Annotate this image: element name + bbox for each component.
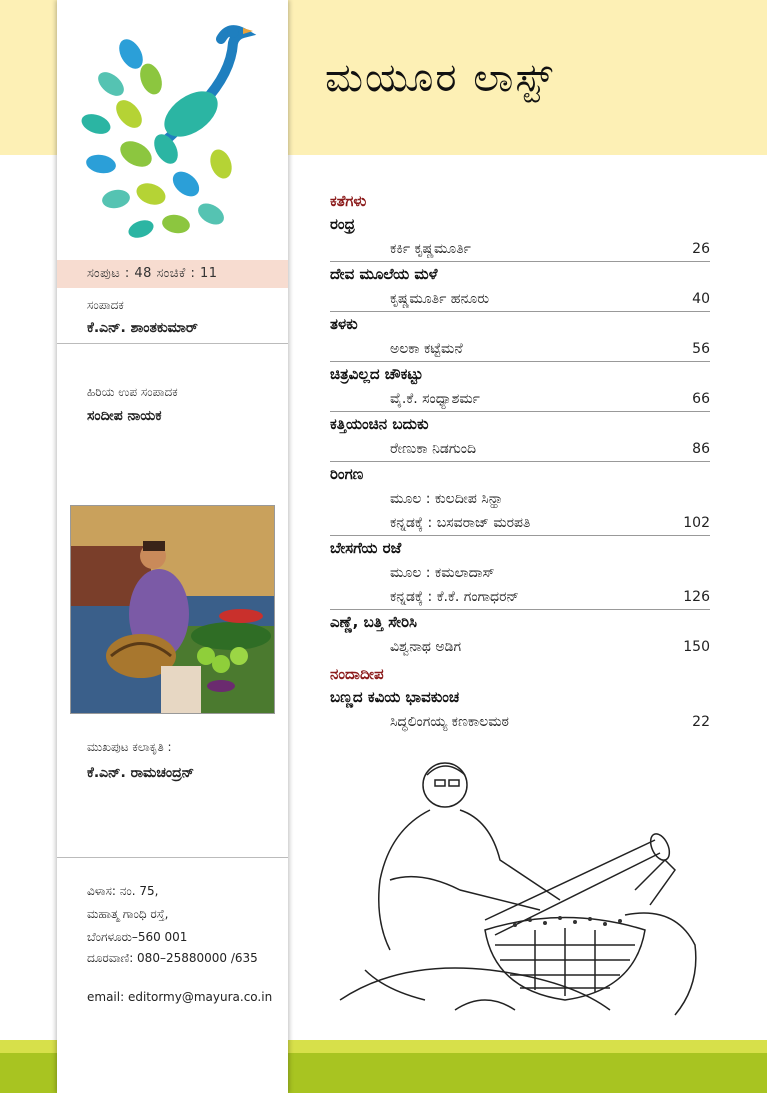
address-line: ಮಹಾತ್ಮ ಗಾಂಧಿ ರಸ್ತೆ, (87, 907, 169, 921)
toc-entry[interactable] (330, 511, 710, 536)
section-heading-stories: ಕತೆಗಳು (330, 192, 367, 210)
toc-entry[interactable] (330, 487, 710, 511)
page-number: 102 (683, 515, 710, 531)
toc-entry[interactable] (330, 237, 710, 262)
author-name: ವೈ.ಕೆ. ಸಂಧ್ಯಾಶರ್ಮ (390, 391, 480, 407)
cover-artist-name: ಕೆ.ಎನ್. ರಾಮಚಂದ್ರನ್ (87, 765, 195, 781)
page-number: 126 (683, 589, 710, 605)
phone-line: ದೂರವಾಣಿ: 080–25880000 /635 (87, 951, 258, 965)
author-name: ಕೃಷ್ಣಮೂರ್ತಿ ಹನೂರು (390, 291, 490, 307)
email-line[interactable]: email: editormy@mayura.co.in (87, 990, 273, 1004)
toc-entry[interactable] (330, 585, 710, 610)
story-title[interactable]: ತಳಕು (330, 315, 358, 333)
story-title[interactable]: ಎಣ್ಣೆ, ಬತ್ತಿ ಸೇರಿಸಿ (330, 613, 417, 631)
author-name: ರೇಣುಕಾ ನಿಡಗುಂದಿ (390, 441, 477, 457)
section-heading-nandadeepa: ನಂದಾದೀಪ (330, 665, 384, 683)
original-author: ಮೂಲ : ಕುಲದೀಪ ಸಿನ್ಹಾ (390, 491, 504, 507)
story-title[interactable]: ರಂಧ್ರ (330, 215, 355, 233)
volume-issue-bar: ಸಂಪುಟ : 48 ಸಂಚಿಕೆ : 11 (57, 260, 288, 288)
story-title[interactable]: ದೇವ ಮೂಲೆಯ ಮಳೆ (330, 265, 438, 283)
author-name: ಕರ್ಕಿ ಕೃಷ್ಣಮೂರ್ತಿ (390, 241, 471, 257)
toc-entry[interactable] (330, 387, 710, 412)
toc-entry[interactable] (330, 337, 710, 362)
editor-name: ಕೆ.ಎನ್. ಶಾಂತಕುಮಾರ್ (87, 320, 198, 336)
peacock-logo (71, 14, 271, 249)
page-number: 66 (692, 391, 710, 407)
page-number: 22 (692, 714, 710, 730)
page-number: 86 (692, 441, 710, 457)
author-name: ವಿಶ್ವನಾಥ ಅಡಿಗ (390, 639, 462, 655)
divider (57, 343, 288, 344)
author-name: ಸಿದ್ಧಲಿಂಗಯ್ಯ ಕಣಕಾಲಮಠ (390, 714, 509, 730)
cover-art-label: ಮುಖಪುಟ ಕಲಾಕೃತಿ : (87, 740, 172, 754)
toc-entry[interactable] (330, 437, 710, 462)
author-name: ಅಲಕಾ ಕಟ್ಟೆಮನೆ (390, 341, 463, 357)
translator-name: ಕನ್ನಡಕ್ಕೆ : ಕೆ.ಕೆ. ಗಂಗಾಧರನ್ (390, 589, 519, 605)
story-title[interactable]: ರಿಂಗಣ (330, 465, 364, 483)
toc-entry[interactable] (330, 287, 710, 312)
cover-painting (70, 505, 275, 714)
magazine-masthead: ಮಯೂರ ಲಾಸ್ಟ್ (325, 55, 555, 101)
story-title[interactable]: ಕತ್ತಿಯಂಚಿನ ಬದುಕು (330, 415, 429, 433)
senior-editor-name: ಸಂದೀಪ ನಾಯಕ (87, 408, 162, 424)
editor-label: ಸಂಪಾದಕ (87, 298, 124, 312)
address-line: ಬೆಂಗಳೂರು–560 001 (87, 930, 188, 944)
page-number: 40 (692, 291, 710, 307)
toc-entry[interactable] (330, 561, 710, 585)
table-of-contents (330, 190, 710, 734)
sidebar (57, 0, 288, 1093)
senior-editor-label: ಹಿರಿಯ ಉಪ ಸಂಪಾದಕ (87, 385, 178, 399)
page-number: 56 (692, 341, 710, 357)
story-title[interactable]: ಚಿತ್ರವಿಲ್ಲದ ಚೌಕಟ್ಟು (330, 365, 423, 383)
page-number: 26 (692, 241, 710, 257)
story-title[interactable]: ಬೇಸಗೆಯ ರಜೆ (330, 539, 402, 557)
original-author: ಮೂಲ : ಕಮಲಾದಾಸ್ (390, 565, 495, 581)
story-title[interactable]: ಬಣ್ಣದ ಕವಿಯ ಭಾವಕುಂಚ (330, 688, 460, 706)
page-number: 150 (683, 639, 710, 655)
address-line: ವಿಳಾಸ: ನಂ. 75, (87, 884, 159, 898)
divider (57, 857, 288, 858)
vendor-sketch-illustration (335, 740, 715, 1030)
toc-entry[interactable] (330, 635, 710, 659)
toc-entry[interactable] (330, 710, 710, 734)
translator-name: ಕನ್ನಡಕ್ಕೆ : ಬಸವರಾಜ್ ಮರಪತಿ (390, 515, 531, 531)
